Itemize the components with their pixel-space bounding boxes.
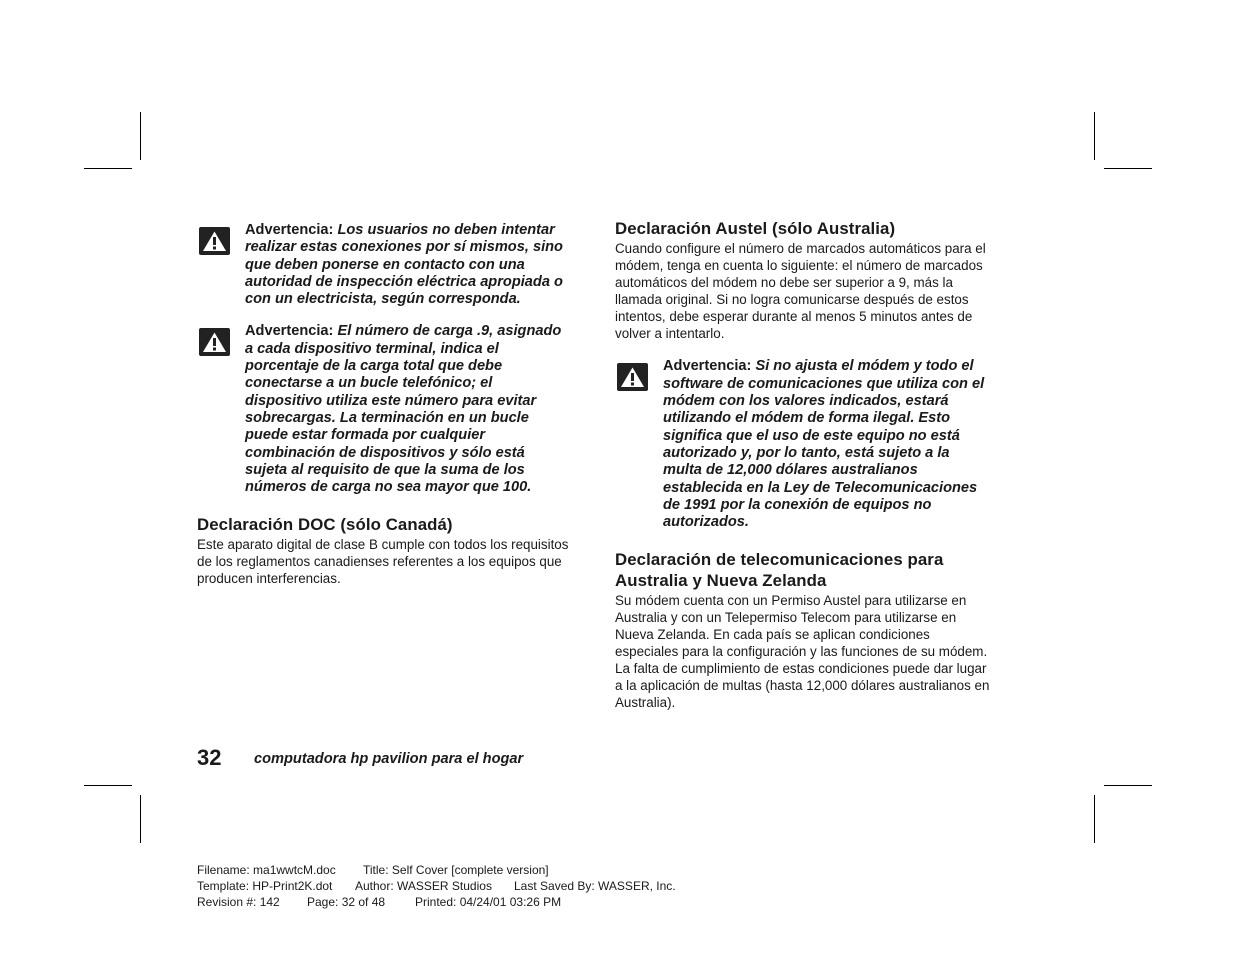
warning-message: Los usuarios no deben intentar realizar estas conexiones por sí mismos, sino que deben ponerse en contacto con una autoridad de inspección eléctrica apropiada o con un electricista, según corresponda. [245,222,563,308]
page-number: 32 [197,745,222,770]
metadata-line [197,862,549,878]
right-column [615,218,990,712]
warning-label: Advertencia: [663,358,752,375]
crop-mark [1094,795,1095,843]
left-column [197,222,569,588]
warning-triangle-icon [199,328,230,356]
section-heading-doc: Declaración DOC (sólo Canadá) [197,515,453,535]
section-body-doc: Este aparato digital de clase B cumple con todos los requisitos de los reglamentos canadienses referentes a los equipos que producen interferencias. [197,537,569,587]
warning-text [245,323,569,496]
section-heading-austel: Declaración Austel (sólo Australia) [615,219,896,238]
crop-mark [1104,168,1152,169]
warning-triangle-icon [617,363,648,391]
warning-message: El número de carga .9, asignado a cada dispositivo terminal, indica el porcentaje de la carga total que debe conectarse a un bucle telefónico; el dispositivo utiliza este número para evitar sobrecargas. La terminación en un bucle puede estar formada por cualquier combinación de dispositivos y sólo está sujeta al requisito de que la suma de los números de carga no sea mayor que 100. [245,323,562,496]
crop-mark [140,112,141,160]
warning-block-modem [615,358,990,531]
warning-label: Advertencia: [245,222,334,238]
section-heading-telecom: Declaración de telecomunicaciones para Australia y Nueva Zelanda [615,550,944,591]
warning-text [663,358,990,531]
warning-block-load-number [197,323,569,496]
crop-mark [1094,112,1095,160]
metadata-line [197,894,561,910]
meta-title: Title: Self Cover [complete version] [363,863,549,877]
meta-page: Page: 32 of 48 [307,895,386,909]
crop-mark [84,168,132,169]
meta-last-saved: Last Saved By: WASSER, Inc. [514,879,676,893]
section-body-austel: Cuando configure el número de marcados automáticos para el módem, tenga en cuenta lo siguiente: el número de marcados automáticos del módem no debe ser superior a 9, más la llamada original. Si no logra comunicarse después de estos intentos, debe esperar durante al menos 5 minutos antes de volver a intentarlo. [615,241,986,341]
warning-triangle-icon [199,227,230,255]
warning-message: Si no ajusta el módem y todo el software de comunicaciones que utiliza con el módem con los valores indicados, estará utilizando el módem de forma ilegal. Esto significa que el uso de este equipo no está autorizado y, por lo tanto, está sujeto a la multa de 12,000 dólares australianos establecida en la Ley de Telecomunicaciones de 1991 por la conexión de equipos no autorizados. [663,358,985,531]
meta-filename: Filename: ma1wwtcM.doc [197,863,336,877]
metadata-line [197,878,676,894]
meta-template: Template: HP-Print2K.dot [197,879,333,893]
meta-revision: Revision #: 142 [197,895,280,909]
warning-text [245,222,569,308]
meta-printed: Printed: 04/24/01 03:26 PM [415,895,562,909]
crop-mark [1104,785,1152,786]
warning-block-connections [197,222,569,308]
crop-mark [140,795,141,843]
warning-label: Advertencia: [245,323,334,340]
meta-author: Author: WASSER Studios [355,879,492,893]
book-title: computadora hp pavilion para el hogar [254,751,524,767]
crop-mark [84,785,132,786]
section-body-telecom: Su módem cuenta con un Permiso Austel para utilizarse en Australia y con un Telepermiso Telecom para utilizarse en Nueva Zelanda. En cada país se aplican condiciones especiales para la configuración y las funciones de su módem. La falta de cumplimiento de estas condiciones puede dar lugar a la aplicación de multas (hasta 12,000 dólares australianos en Australia). [615,593,990,710]
